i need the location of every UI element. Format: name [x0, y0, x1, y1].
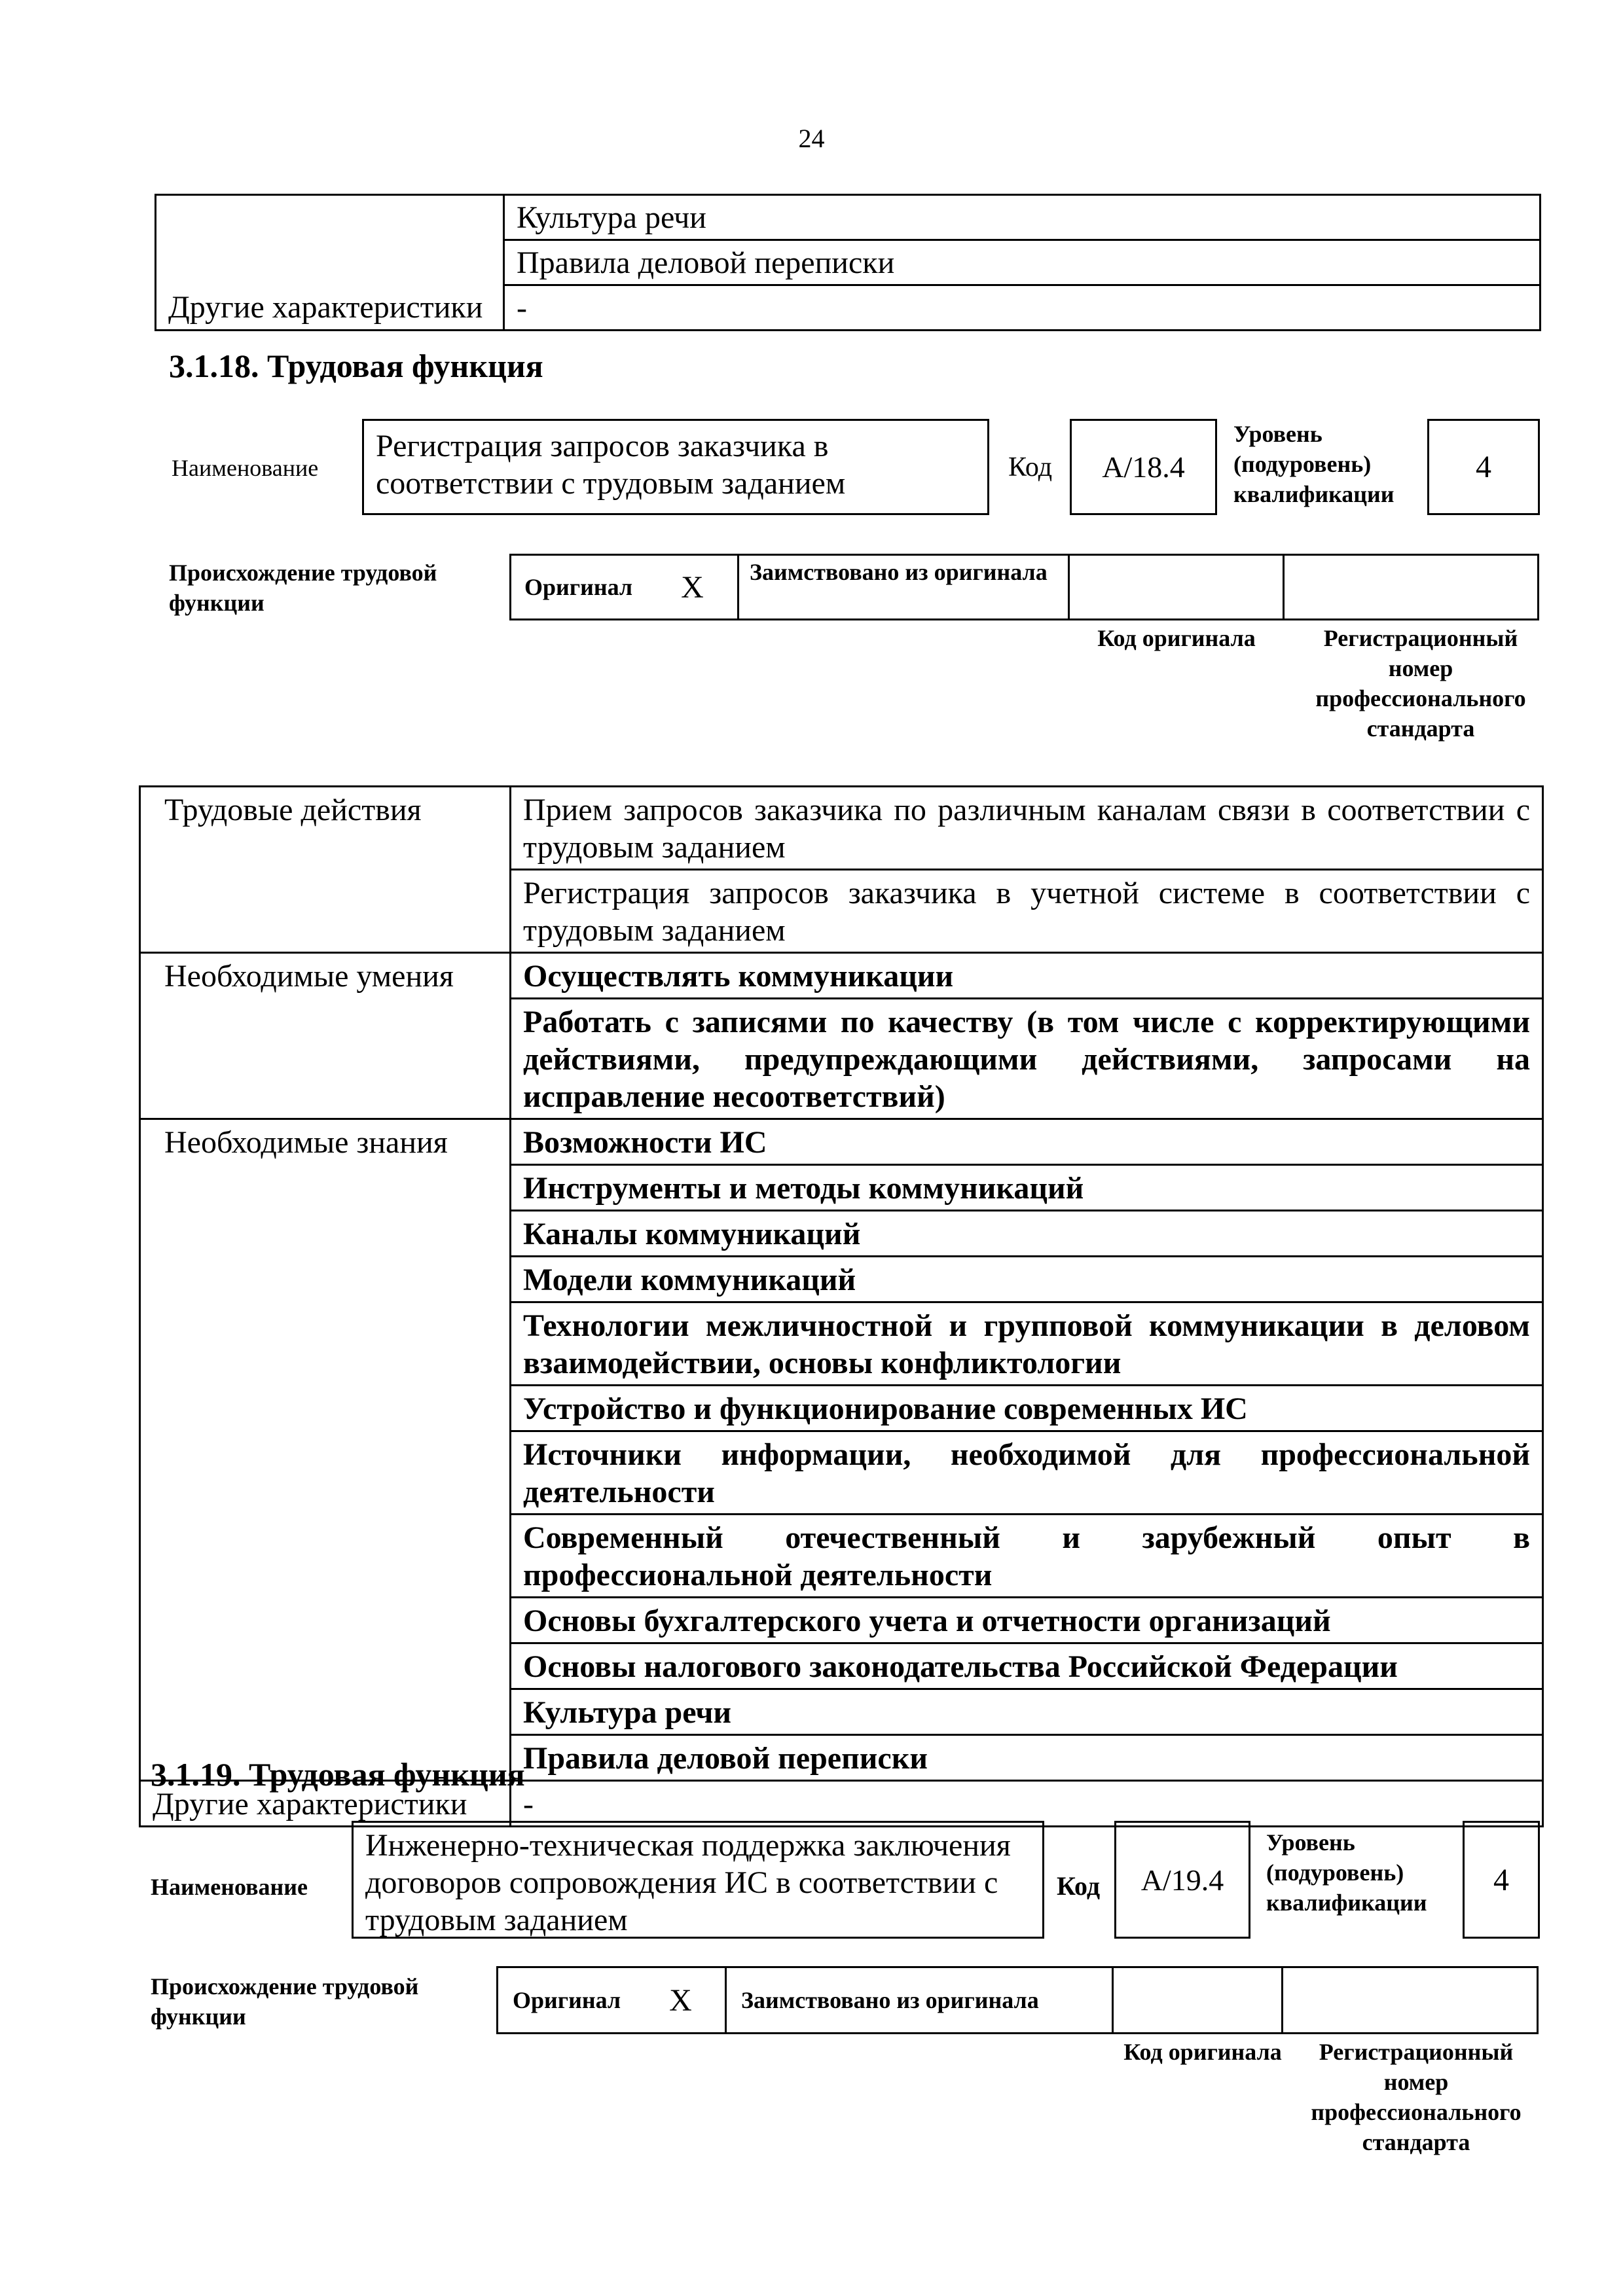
level-value-box: 4: [1427, 419, 1540, 515]
continuation-table: [155, 194, 1541, 331]
borrowed-label: Заимствовано из оригинала: [750, 559, 1048, 585]
knowledge-label: Необходимые знания: [140, 1119, 511, 1781]
knowledge-item: Каналы коммуникаций: [511, 1211, 1543, 1257]
knowledge-item: Культура речи: [504, 195, 1541, 240]
knowledge-item: Модели коммуникаций: [511, 1257, 1543, 1302]
code-original-cell: [1112, 1966, 1283, 2034]
borrowed-cell: [725, 1966, 1114, 2034]
code-original-caption: Код оригинала: [1097, 625, 1256, 651]
knowledge-item: Источники информации, необходимой для профессиональной деятельности: [511, 1431, 1543, 1515]
labor-action-item: Регистрация запросов заказчика в учетной системе в соответствии с трудовым заданием: [511, 870, 1543, 953]
skill-item: Работать с записями по качеству (в том числе с корректирующими действиями, предупреждающими действиями, запросами на исправление несоответствий): [511, 999, 1543, 1119]
skills-label: Необходимые умения: [140, 953, 511, 1119]
other-characteristics-value: -: [511, 1781, 1543, 1827]
skill-item: Осуществлять коммуникации: [511, 953, 1543, 999]
section-title: 3.1.18. Трудовая функция: [169, 348, 543, 384]
reg-number-caption: Регистрационный номер профессионального стандарта: [1315, 625, 1526, 742]
borrowed-label: Заимствовано из оригинала: [741, 1987, 1039, 2013]
section-title: 3.1.19. Трудовая функция: [151, 1756, 525, 1793]
knowledge-item: Основы налогового законодательства Российской Федерации: [511, 1643, 1543, 1689]
code-label: Код: [1057, 1871, 1101, 1901]
reg-number-cell: [1283, 554, 1539, 620]
borrowed-cell: [737, 554, 1070, 620]
code-label: Код: [1008, 452, 1053, 482]
other-characteristics-label: Другие характеристики: [156, 285, 504, 331]
level-value-box: 4: [1463, 1821, 1540, 1939]
knowledge-item: Инструменты и методы коммуникаций: [511, 1165, 1543, 1211]
original-mark: X: [669, 1982, 692, 2018]
knowledge-item: Устройство и функционирование современных ИС: [511, 1386, 1543, 1431]
other-characteristics-label: Другие характеристики: [140, 1781, 511, 1827]
original-label: Оригинал: [513, 1987, 621, 2013]
code-original-caption: Код оригинала: [1123, 2039, 1282, 2065]
origin-label: Происхождение трудовой функции: [169, 560, 437, 616]
name-label: Наименование: [172, 455, 319, 481]
knowledge-item: Правила деловой переписки: [511, 1735, 1543, 1781]
knowledge-item: Возможности ИС: [511, 1119, 1543, 1165]
original-cell: [509, 554, 739, 620]
origin-label: Происхождение трудовой функции: [151, 1973, 419, 2030]
original-label: Оригинал: [524, 574, 633, 600]
empty-label-cell: [156, 195, 504, 285]
level-label: Уровень (подуровень) квалификации: [1266, 1829, 1427, 1916]
level-label: Уровень (подуровень) квалификации: [1233, 421, 1395, 507]
origin-row: [511, 554, 1539, 620]
knowledge-item: Технологии межличностной и групповой коммуникации в деловом взаимодействии, основы конфликтологии: [511, 1302, 1543, 1386]
original-cell: [496, 1966, 727, 2034]
labor-actions-label: Трудовые действия: [140, 787, 511, 953]
code-value-box: A/18.4: [1070, 419, 1217, 515]
page-number: 24: [798, 124, 825, 153]
reg-number-caption: Регистрационный номер профессионального стандарта: [1311, 2039, 1522, 2155]
function-name-box: Инженерно-техническая поддержка заключения договоров сопровождения ИС в соответствии с трудовым заданием: [352, 1821, 1044, 1939]
function-details-table: [139, 785, 1544, 1827]
labor-action-item: Прием запросов заказчика по различным каналам связи в соответствии с трудовым заданием: [511, 787, 1543, 870]
name-label: Наименование: [151, 1874, 308, 1900]
knowledge-item: Основы бухгалтерского учета и отчетности организаций: [511, 1598, 1543, 1643]
code-original-cell: [1068, 554, 1285, 620]
other-characteristics-value: -: [504, 285, 1541, 331]
origin-row: [498, 1966, 1539, 2034]
reg-number-cell: [1281, 1966, 1539, 2034]
code-value-box: A/19.4: [1114, 1821, 1250, 1939]
knowledge-item: Современный отечественный и зарубежный опыт в профессиональной деятельности: [511, 1515, 1543, 1598]
knowledge-item: Культура речи: [511, 1689, 1543, 1735]
knowledge-item: Правила деловой переписки: [504, 240, 1541, 285]
function-name-box: Регистрация запросов заказчика в соответствии с трудовым заданием: [362, 419, 989, 515]
original-mark: X: [681, 569, 704, 605]
